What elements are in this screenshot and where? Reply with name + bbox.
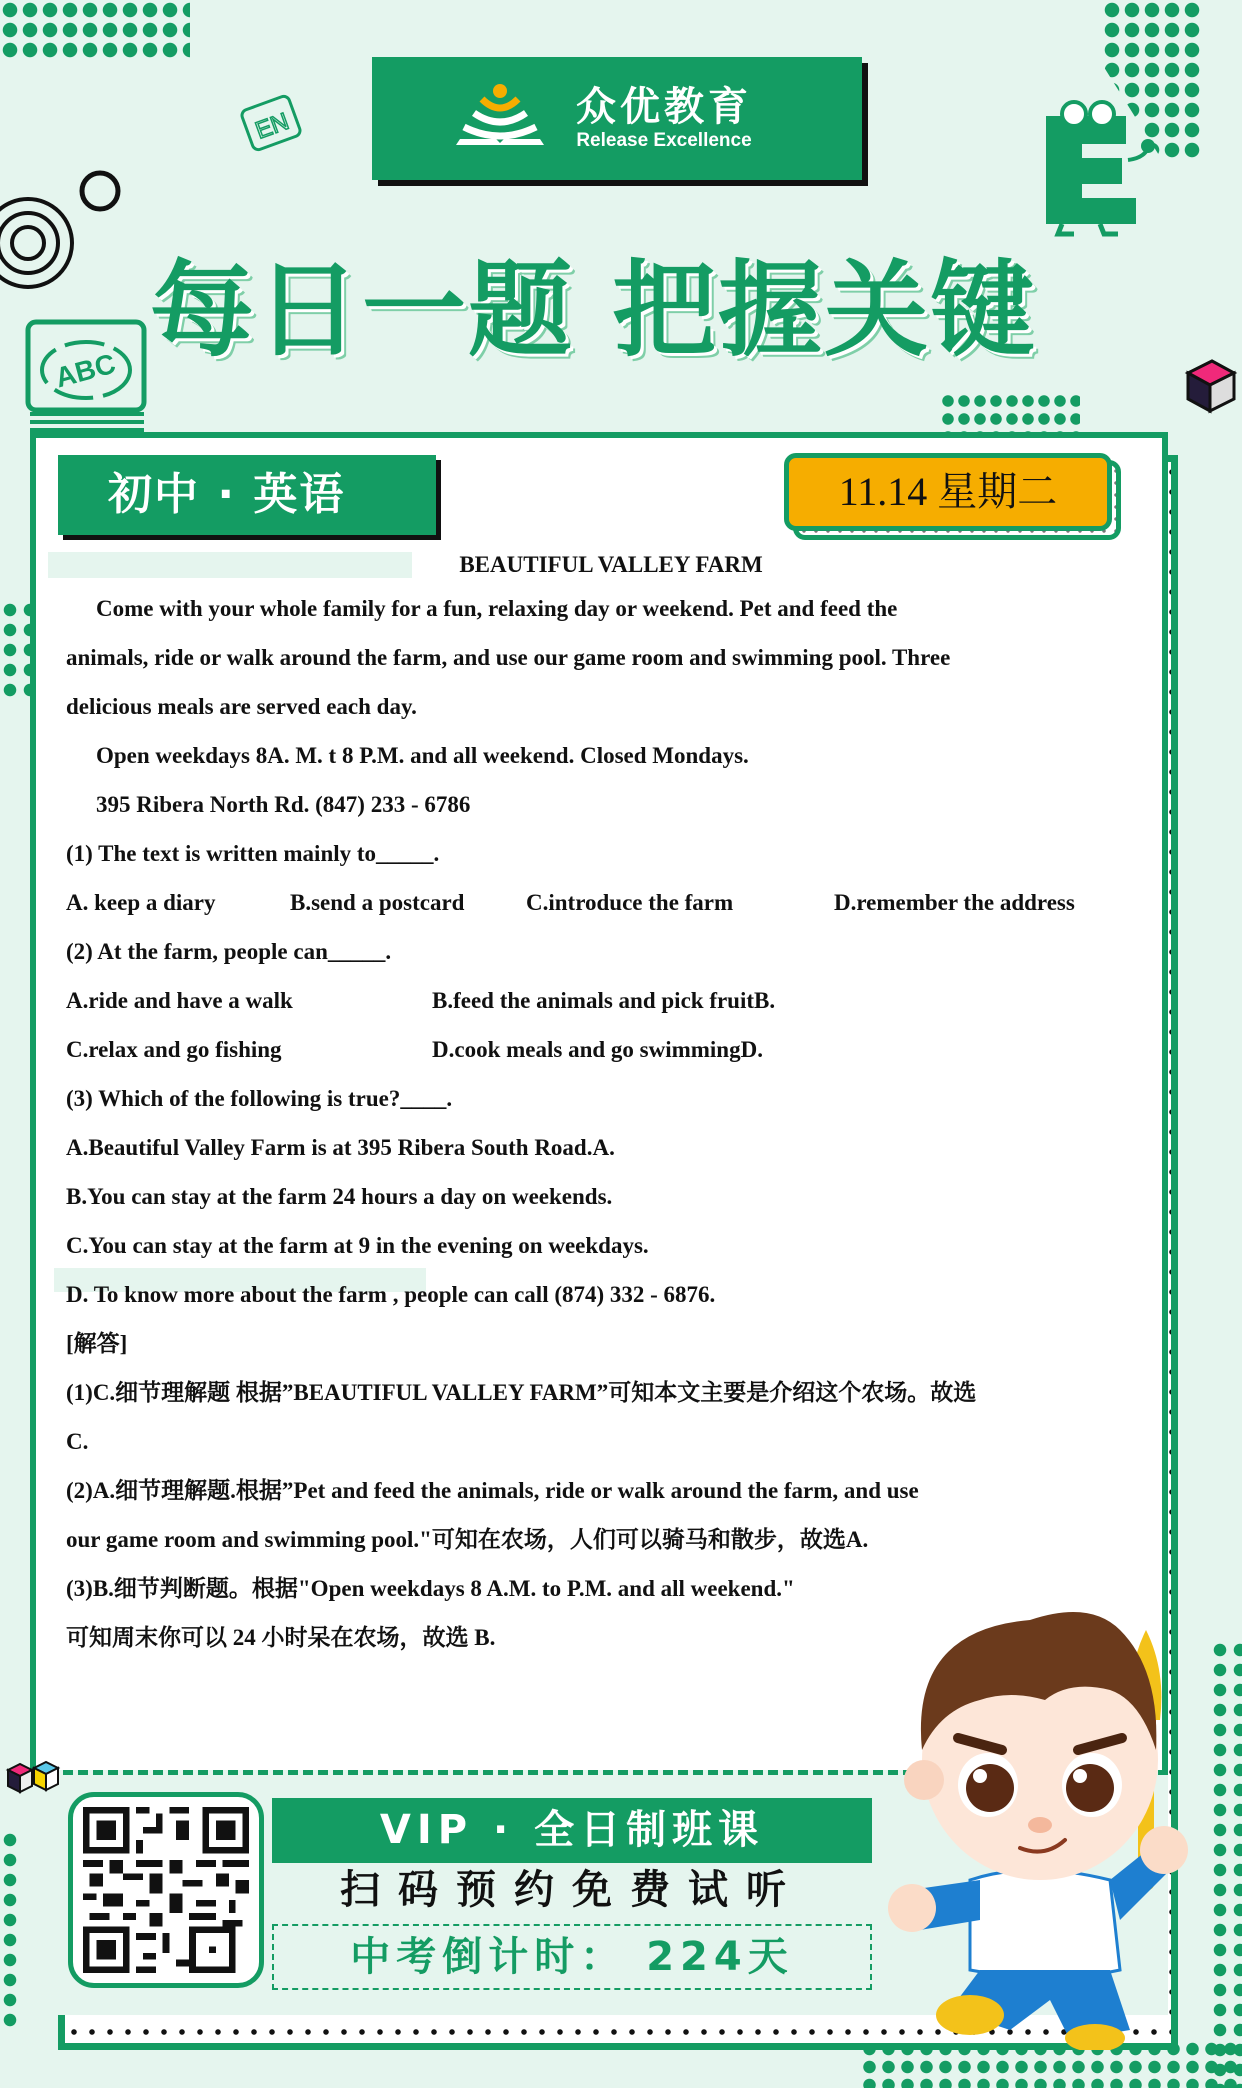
svg-text:EN: EN: [251, 107, 293, 145]
option: D.cook meals and go swimmingD.: [432, 1037, 763, 1062]
passage-line: delicious meals are served each day.: [66, 694, 417, 719]
option: B.You can stay at the farm 24 hours a day on weekends.: [66, 1184, 613, 1209]
question-stem: (1) The text is written mainly to_____.: [66, 841, 440, 866]
passage-line: Open weekdays 8A. M. t 8 P.M. and all weekend. Closed Mondays.: [96, 743, 749, 768]
logo-tree-icon: [452, 83, 548, 155]
passage-line: 395 Ribera North Rd. (847) 233 - 6786: [96, 792, 471, 817]
option: C.You can stay at the farm at 9 in the evening on weekdays.: [66, 1233, 649, 1258]
option: D.remember the address: [834, 890, 1075, 915]
subject-tag: 初中 · 英语: [58, 455, 436, 535]
small-cubes-icon: [4, 1758, 84, 1798]
abc-book-icon: [24, 318, 150, 438]
concentric-circles-icon: [0, 165, 130, 295]
passage-line: Come with your whole family for a fun, relaxing day or weekend. Pet and feed the: [96, 596, 898, 621]
vip-course-banner: VIP · 全日制班课: [272, 1798, 872, 1863]
option: A.Beautiful Valley Farm is at 395 Ribera South Road.A.: [66, 1135, 615, 1160]
answer-heading: [解答]: [66, 1331, 128, 1356]
scan-to-book-label: 扫码预约免费试听: [340, 1867, 804, 1913]
option: B.send a postcard: [290, 890, 465, 915]
question-stem: (3) Which of the following is true?____.: [66, 1086, 453, 1111]
question-options: [66, 878, 1156, 927]
brand-logo: [372, 57, 862, 180]
option: B.feed the animals and pick fruitB.: [432, 988, 776, 1013]
option: D. To know more about the farm , people can call (874) 332 - 6876.: [66, 1282, 716, 1307]
exam-countdown: 中考倒计时： 224天: [272, 1924, 872, 1990]
page-headline: 每日一题 把握关键: [150, 249, 1037, 371]
option: C.introduce the farm: [526, 890, 734, 915]
answer-line: (3)B.细节判断题。根据"Open weekdays 8 A.M. to P.M. and all weekend.": [66, 1576, 795, 1601]
dot-pattern: [1210, 1640, 1242, 2088]
answer-line: C.: [66, 1429, 89, 1454]
passage-line: animals, ride or walk around the farm, and use our game room and swimming pool. Three: [66, 645, 951, 670]
question-options: [66, 1025, 1156, 1074]
option: A. keep a diary: [66, 890, 216, 915]
svg-text:ABC: ABC: [52, 347, 119, 394]
dot-pattern: [940, 392, 1080, 432]
answer-line: (2)A.细节理解题.根据”Pet and feed the animals, ride or walk around the farm, and use: [66, 1478, 919, 1503]
passage-title: BEAUTIFUL VALLEY FARM: [459, 552, 763, 577]
letter-e-mascot-icon: [1040, 100, 1160, 240]
cube-icon: [1182, 355, 1238, 415]
en-badge-icon: [240, 92, 302, 154]
brand-name-cn: 众优教育: [576, 83, 752, 130]
brand-name-en: Release Excellence: [576, 129, 752, 151]
answer-line: our game room and swimming pool."可知在农场，人们可以骑马和散步，故选A.: [66, 1527, 869, 1552]
question-stem: (2) At the farm, people can_____.: [66, 939, 392, 964]
option: A.ride and have a walk: [66, 988, 293, 1013]
date-tag: 11.14 星期二: [784, 453, 1112, 531]
option: C.relax and go fishing: [66, 1037, 282, 1062]
dot-pattern: [0, 0, 190, 60]
boy-mascot-illustration: [870, 1590, 1210, 2050]
question-content: [66, 546, 1156, 1662]
qr-code[interactable]: [68, 1792, 264, 1988]
question-options: [66, 976, 1156, 1025]
answer-line: (1)C.细节理解题 根据”BEAUTIFUL VALLEY FARM”可知本文主要是介绍这个农场。故选: [66, 1380, 977, 1405]
dot-pattern: [0, 1830, 20, 2030]
qr-code-icon: [83, 1807, 249, 1973]
answer-line: 可知周末你可以 24 小时呆在农场，故选 B.: [66, 1625, 496, 1650]
